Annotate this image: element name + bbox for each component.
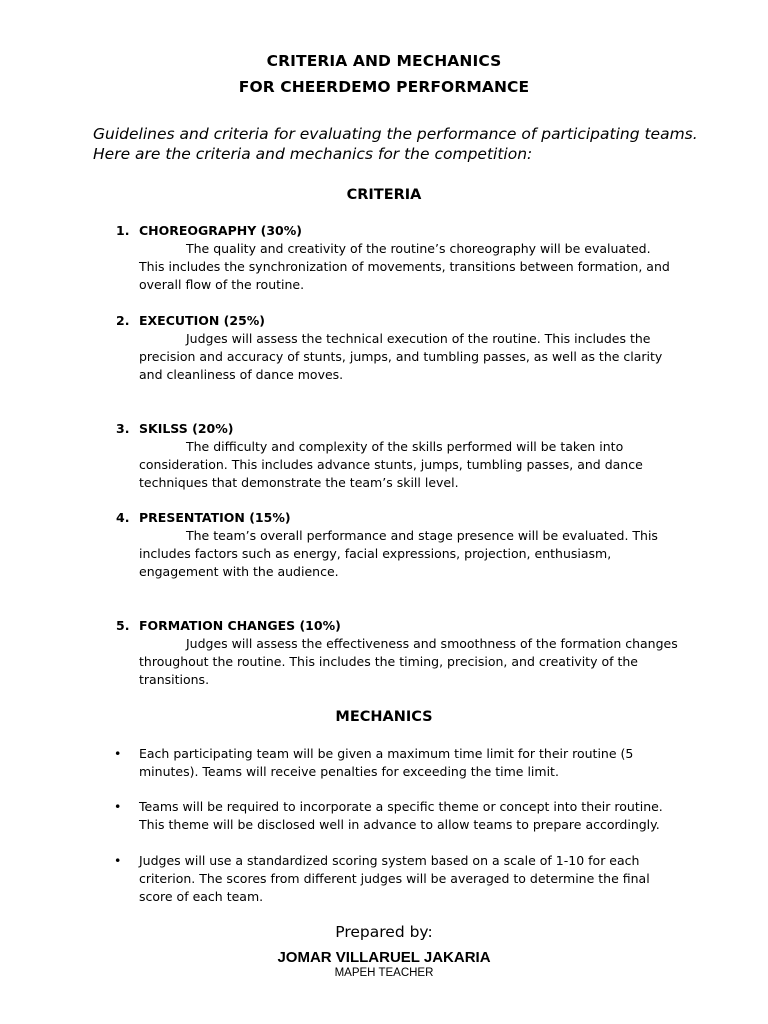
mechanics-text: Judges will use a standardized scoring system based on a scale of 1-10 for each criterion. The scores from different judges will be averaged to determine the final score of each team. (139, 853, 650, 904)
preparer-name: JOMAR VILLARUEL JAKARIA (277, 949, 491, 966)
criterion-description: The quality and creativity of the routine’s choreography will be evaluated. This includes the synchronization of movements, transitions between formation, and overall flow of the routine. (139, 241, 670, 292)
criterion-number: 3. (116, 421, 130, 436)
criterion-number: 2. (116, 313, 130, 328)
criterion-description: The team’s overall performance and stage presence will be evaluated. This includes factors such as energy, facial expressions, projection, enthusiasm, engagement with the audience. (139, 528, 658, 579)
criterion-title: EXECUTION (25%) (139, 313, 266, 328)
criterion-title: PRESENTATION (15%) (139, 510, 291, 525)
prepared-by-label: Prepared by: (335, 923, 433, 941)
criterion-title: CHOREOGRAPHY (30%) (139, 223, 302, 238)
criterion-title: FORMATION CHANGES (10%) (139, 618, 341, 633)
mechanics-heading: MECHANICS (335, 709, 433, 725)
criterion-description: Judges will assess the effectiveness and smoothness of the formation changes throughout the routine. This includes the timing, precision, and creativity of the transitions. (139, 636, 678, 687)
mechanics-text: Each participating team will be given a maximum time limit for their routine (5 minutes). Teams will receive penalties for exceeding the time limit. (139, 746, 634, 779)
document-title-line1: CRITERIA AND MECHANICS (266, 52, 502, 70)
intro-line1: Guidelines and criteria for evaluating the performance of participating teams. (93, 125, 698, 143)
criterion-description: Judges will assess the technical execution of the routine. This includes the precision and accuracy of stunts, jumps, and tumbling passes, as well as the clarity and cleanliness of dance moves. (139, 331, 663, 382)
bullet-icon: • (114, 799, 122, 814)
criterion-description: The difficulty and complexity of the skills performed will be taken into consideration. This includes advance stunts, jumps, tumbling passes, and dance techniques that demonstrate the team’s skill level. (139, 439, 643, 490)
criterion-number: 5. (116, 618, 130, 633)
criterion-number: 4. (116, 510, 130, 525)
mechanics-text: Teams will be required to incorporate a specific theme or concept into their routine. This theme will be disclosed well in advance to allow teams to prepare accordingly. (139, 799, 663, 832)
document-title-line2: FOR CHEERDEMO PERFORMANCE (238, 78, 530, 96)
intro-paragraph (93, 124, 713, 164)
criterion-number: 1. (116, 223, 130, 238)
intro-line2: Here are the criteria and mechanics for the competition: (93, 145, 533, 163)
bullet-icon: • (114, 746, 122, 761)
criterion-title: SKILSS (20%) (139, 421, 234, 436)
criteria-heading: CRITERIA (346, 187, 422, 203)
preparer-role: MAPEH TEACHER (334, 967, 434, 979)
bullet-icon: • (114, 853, 122, 868)
